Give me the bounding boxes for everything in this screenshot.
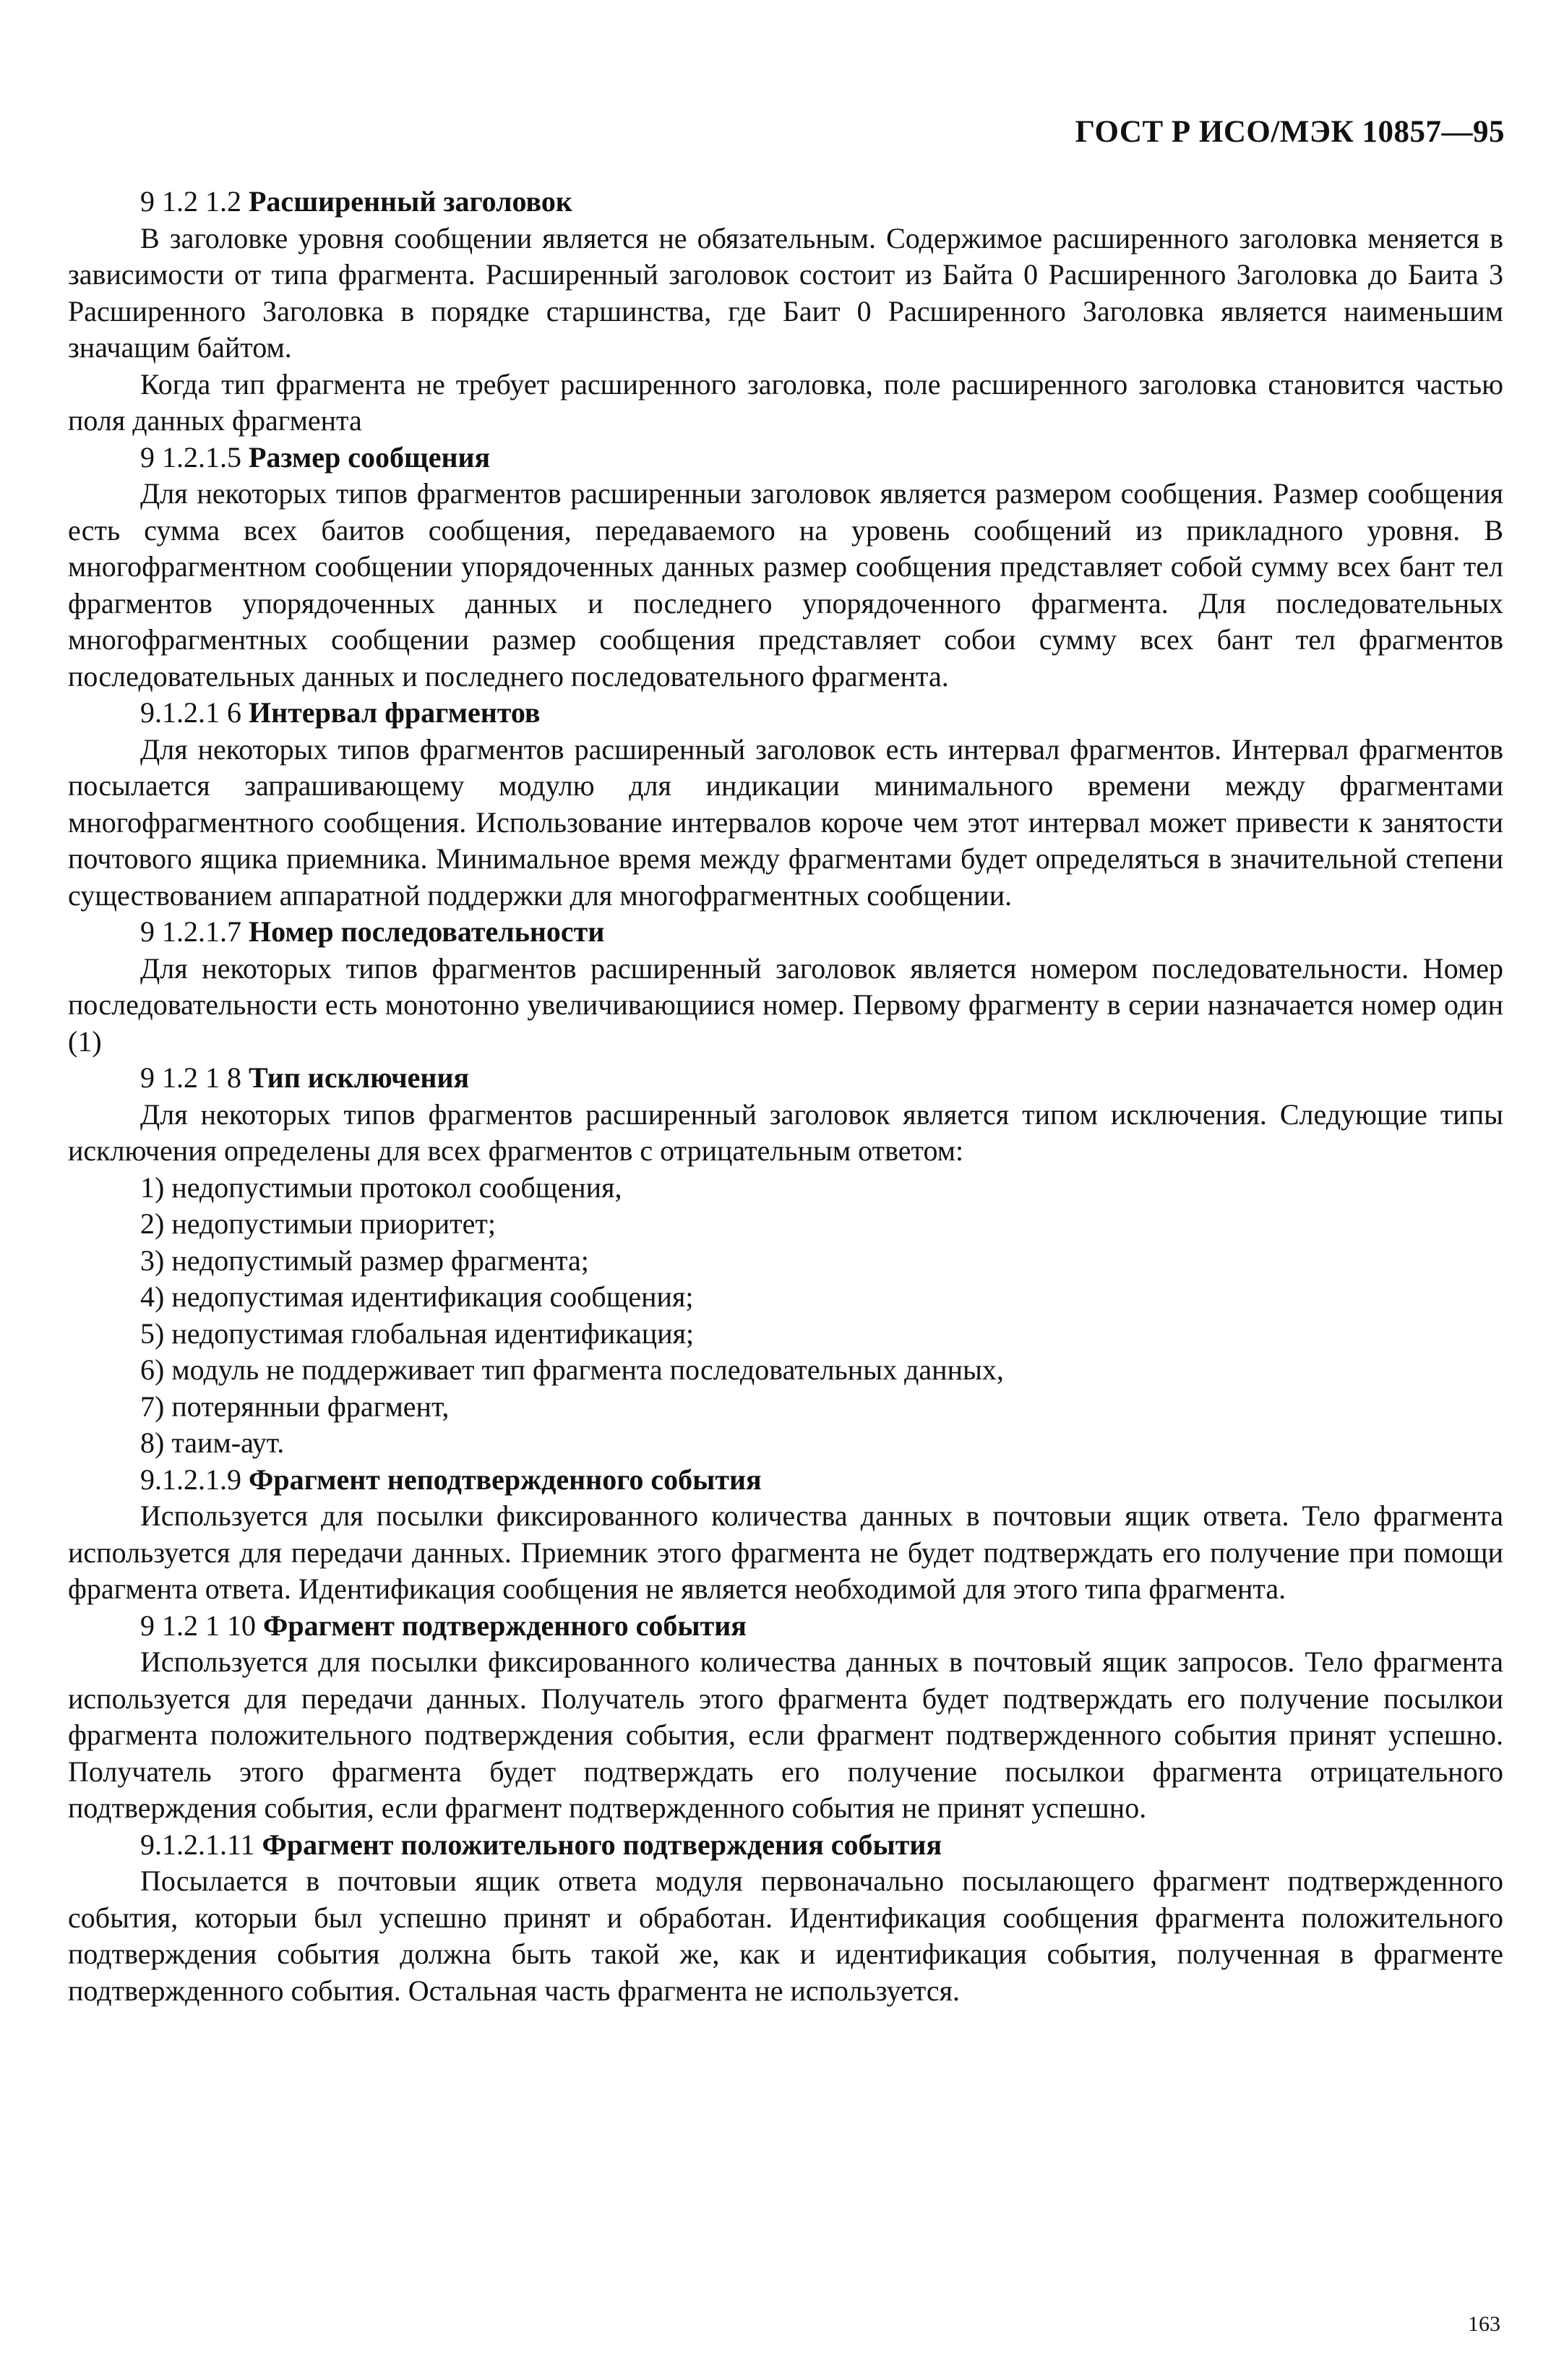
paragraph: Используется для посылки фиксированного количества данных в почтовыи ящик ответа. Тело фрагмента используется для передачи данных. Приемник этого фрагмента не будет подтверждать его получение при помощи фрагмента ответа. Идентификация сообщения не является необходимой для этого типа фрагмента. <box>68 1499 1503 1605</box>
section-heading <box>68 440 1503 476</box>
section-title: Фрагмент подтвержденного события <box>263 1609 747 1642</box>
list-item: 4) недопустимая идентификация сообщения; <box>140 1280 694 1313</box>
section-heading <box>68 1060 1503 1097</box>
section-heading <box>68 914 1503 951</box>
paragraph: Когда тип фрагмента не требует расширенного заголовка, поле расширенного заголовка становится частью поля данных фрагмента <box>68 367 1503 437</box>
section-number: 9.1.2.1.9 <box>140 1463 241 1496</box>
section-heading <box>68 184 1503 221</box>
section-number: 9 1.2 1 10 <box>140 1609 256 1642</box>
section-title: Размер сообщения <box>249 440 491 474</box>
paragraph: Для некоторых типов фрагментов расширенный заголовок есть интервал фрагментов. Интервал фрагментов посылается запрашивающему модулю для индикации минимального времени между фрагментами многофрагментного сообщения. Использование интервалов короче чем этот интервал может привести к занятости почтового ящика приемника. Минимальное время между фрагментами будет определяться в значительной степени существованием аппаратной поддержки для многофрагментных сообщении. <box>68 732 1503 912</box>
section-number: 9 1.2.1.5 <box>140 440 241 474</box>
list-item: 3) недопустимый размер фрагмента; <box>140 1243 589 1277</box>
section-number: 9 1.2.1.7 <box>140 915 241 948</box>
list-item: 6) модуль не поддерживает тип фрагмента последовательных данных, <box>140 1353 1004 1386</box>
list-item: 1) недопустимыи протокол сообщения, <box>140 1170 622 1204</box>
section-heading <box>68 1827 1503 1864</box>
paragraph: Для некоторых типов фрагментов расширенный заголовок является типом исключения. Следующие типы исключения определены для всех фрагментов с отрицательным ответом: <box>68 1097 1503 1167</box>
section-heading <box>68 695 1503 732</box>
section-number: 9 1.2 1 8 <box>140 1061 241 1094</box>
list-item: 7) потерянныи фрагмент, <box>140 1390 450 1423</box>
section-heading <box>68 1608 1503 1645</box>
section-heading <box>68 1462 1503 1499</box>
list-item: 8) таим-аут. <box>140 1426 285 1459</box>
section-title: Тип исключения <box>249 1061 470 1094</box>
paragraph: Для некоторых типов фрагментов расширенныи заголовок является размером сообщения. Размер сообщения есть сумма всех баитов сообщения, передаваемого на уровень сообщений из прикладного уровня. В многофрагментном сообщении упорядоченных данных размер сообщения представляет собой сумму всех бант тел фрагментов упорядоченных данных и последнего упорядоченного фрагмента. Для последовательных многофрагментных сообщении размер сообщения представляет собои сумму всех бант тел фрагментов последовательных данных и последнего последовательного фрагмента. <box>68 477 1503 693</box>
list-item: 5) недопустимая глобальная идентификация; <box>140 1317 695 1350</box>
section-number: 9.1.2.1.11 <box>140 1828 255 1861</box>
document-header: ГОСТ Р ИСО/МЭК 10857—95 <box>1075 115 1505 149</box>
section-title: Фрагмент неподтвержденного события <box>249 1463 762 1496</box>
list-item: 2) недопустимыи приоритет; <box>140 1207 496 1240</box>
section-title: Интервал фрагментов <box>249 696 541 729</box>
section-number: 9 1.2 1.2 <box>140 185 241 218</box>
paragraph: В заголовке уровня сообщении является не обязательным. Содержимое расширенного заголовка меняется в зависимости от типа фрагмента. Расширенный заголовок состоит из Байта 0 Расширенного Заголовка до Баита 3 Расширенного Заголовка в порядке старшинства, где Баит 0 Расширенного Заголовка является наименьшим значащим байтом. <box>68 221 1503 364</box>
section-number: 9.1.2.1 6 <box>140 696 241 729</box>
section-title: Фрагмент положительного подтверждения события <box>262 1828 942 1861</box>
document-body <box>68 184 1503 2009</box>
paragraph: Посылается в почтовыи ящик ответа модуля первоначально посылающего фрагмент подтвержденного события, которыи был успешно принят и обработан. Идентификация сообщения фрагмента положительного подтверждения события должна быть такой же, как и идентификация события, полученная в фрагменте подтвержденного события. Остальная часть фрагмента не используется. <box>68 1865 1503 2007</box>
paragraph: Используется для посылки фиксированного количества данных в почтовый ящик запросов. Тело фрагмента используется для передачи данных. Получатель этого фрагмента будет подтверждать его получение посылкои фрагмента положительного подтверждения события, если фрагмент подтвержденного события принят успешно. Получатель этого фрагмента будет подтверждать его получение посылкои фрагмента отрицательного подтверждения события, если фрагмент подтвержденного события не принят успешно. <box>68 1645 1503 1824</box>
section-title: Номер последовательности <box>249 915 605 948</box>
paragraph: Для некоторых типов фрагментов расширенный заголовок является номером последовательности. Номер последовательности есть монотонно увеличивающиися номер. Первому фрагменту в серии назначается номер один (1) <box>68 951 1503 1058</box>
page-number: 163 <box>1468 2312 1500 2336</box>
section-title: Расширенный заголовок <box>249 185 572 218</box>
